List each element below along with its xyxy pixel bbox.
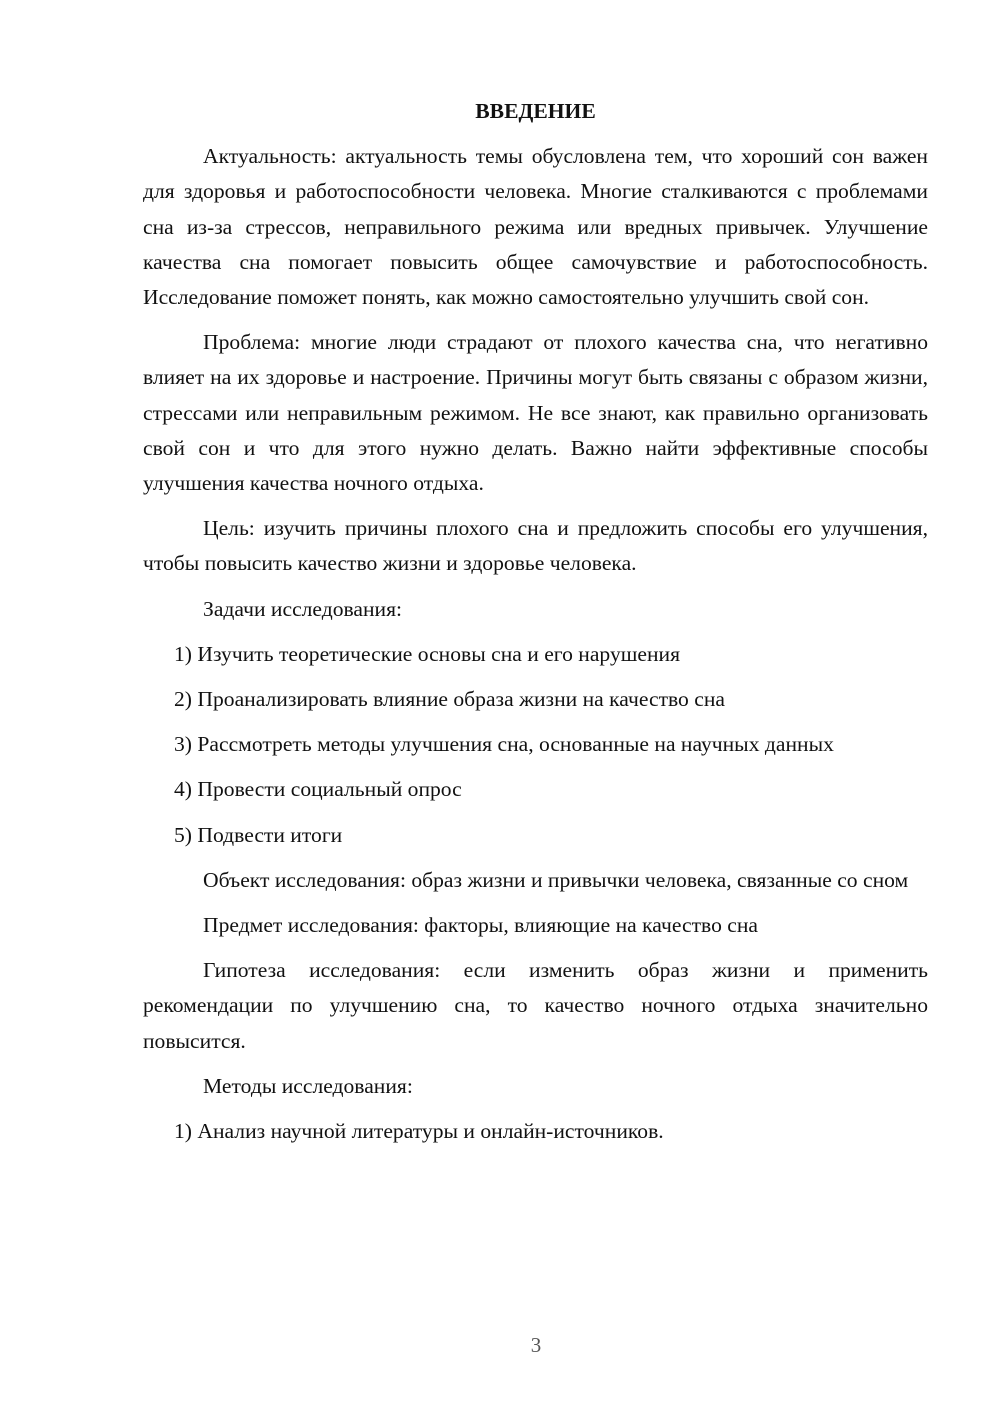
task-item: 2) Проанализировать влияние образа жизни на качество сна <box>174 687 725 712</box>
page-number: 3 <box>530 1333 542 1357</box>
methods-heading: Методы исследования: <box>203 1073 413 1098</box>
relevance-paragraph: Актуальность: актуальность темы обусловлена тем, что хороший сон важен для здоровья и работоспособности человека. Многие сталкиваются с проблемами сна из-за стрессов, неправильного режима или вредных привычек. Улучшение качества сна помогает повысить общее самочувствие и работоспособность. Исследование поможет понять, как можно самостоятельно улучшить свой сон. <box>143 144 928 310</box>
object-paragraph: Объект исследования: образ жизни и привычки человека, связанные со сном <box>203 867 909 892</box>
page-content <box>143 94 928 1159</box>
task-item: 1) Изучить теоретические основы сна и его нарушения <box>174 641 680 666</box>
task-item: 4) Провести социальный опрос <box>174 777 462 802</box>
problem-paragraph: Проблема: многие люди страдают от плохого качества сна, что негативно влияет на их здоровье и настроение. Причины могут быть связаны с образом жизни, стрессами или неправильным режимом. Не все знают, как правильно организовать свой сон и что для этого нужно делать. Важно найти эффективные способы улучшения качества ночного отдыха. <box>143 330 928 496</box>
task-item: 3) Рассмотреть методы улучшения сна, основанные на научных данных <box>174 732 834 757</box>
hypothesis-paragraph: Гипотеза исследования: если изменить образ жизни и применить рекомендации по улучшению сна, то качество ночного отдыха значительно повысится. <box>143 958 928 1053</box>
method-item: 1) Анализ научной литературы и онлайн-источников. <box>174 1119 664 1144</box>
subject-paragraph: Предмет исследования: факторы, влияющие на качество сна <box>203 913 758 938</box>
tasks-heading: Задачи исследования: <box>203 596 403 621</box>
section-title: ВВЕДЕНИЕ <box>475 99 596 123</box>
goal-paragraph: Цель: изучить причины плохого сна и предложить способы его улучшения, чтобы повысить качество жизни и здоровье человека. <box>143 516 928 576</box>
task-item: 5) Подвести итоги <box>174 822 343 847</box>
